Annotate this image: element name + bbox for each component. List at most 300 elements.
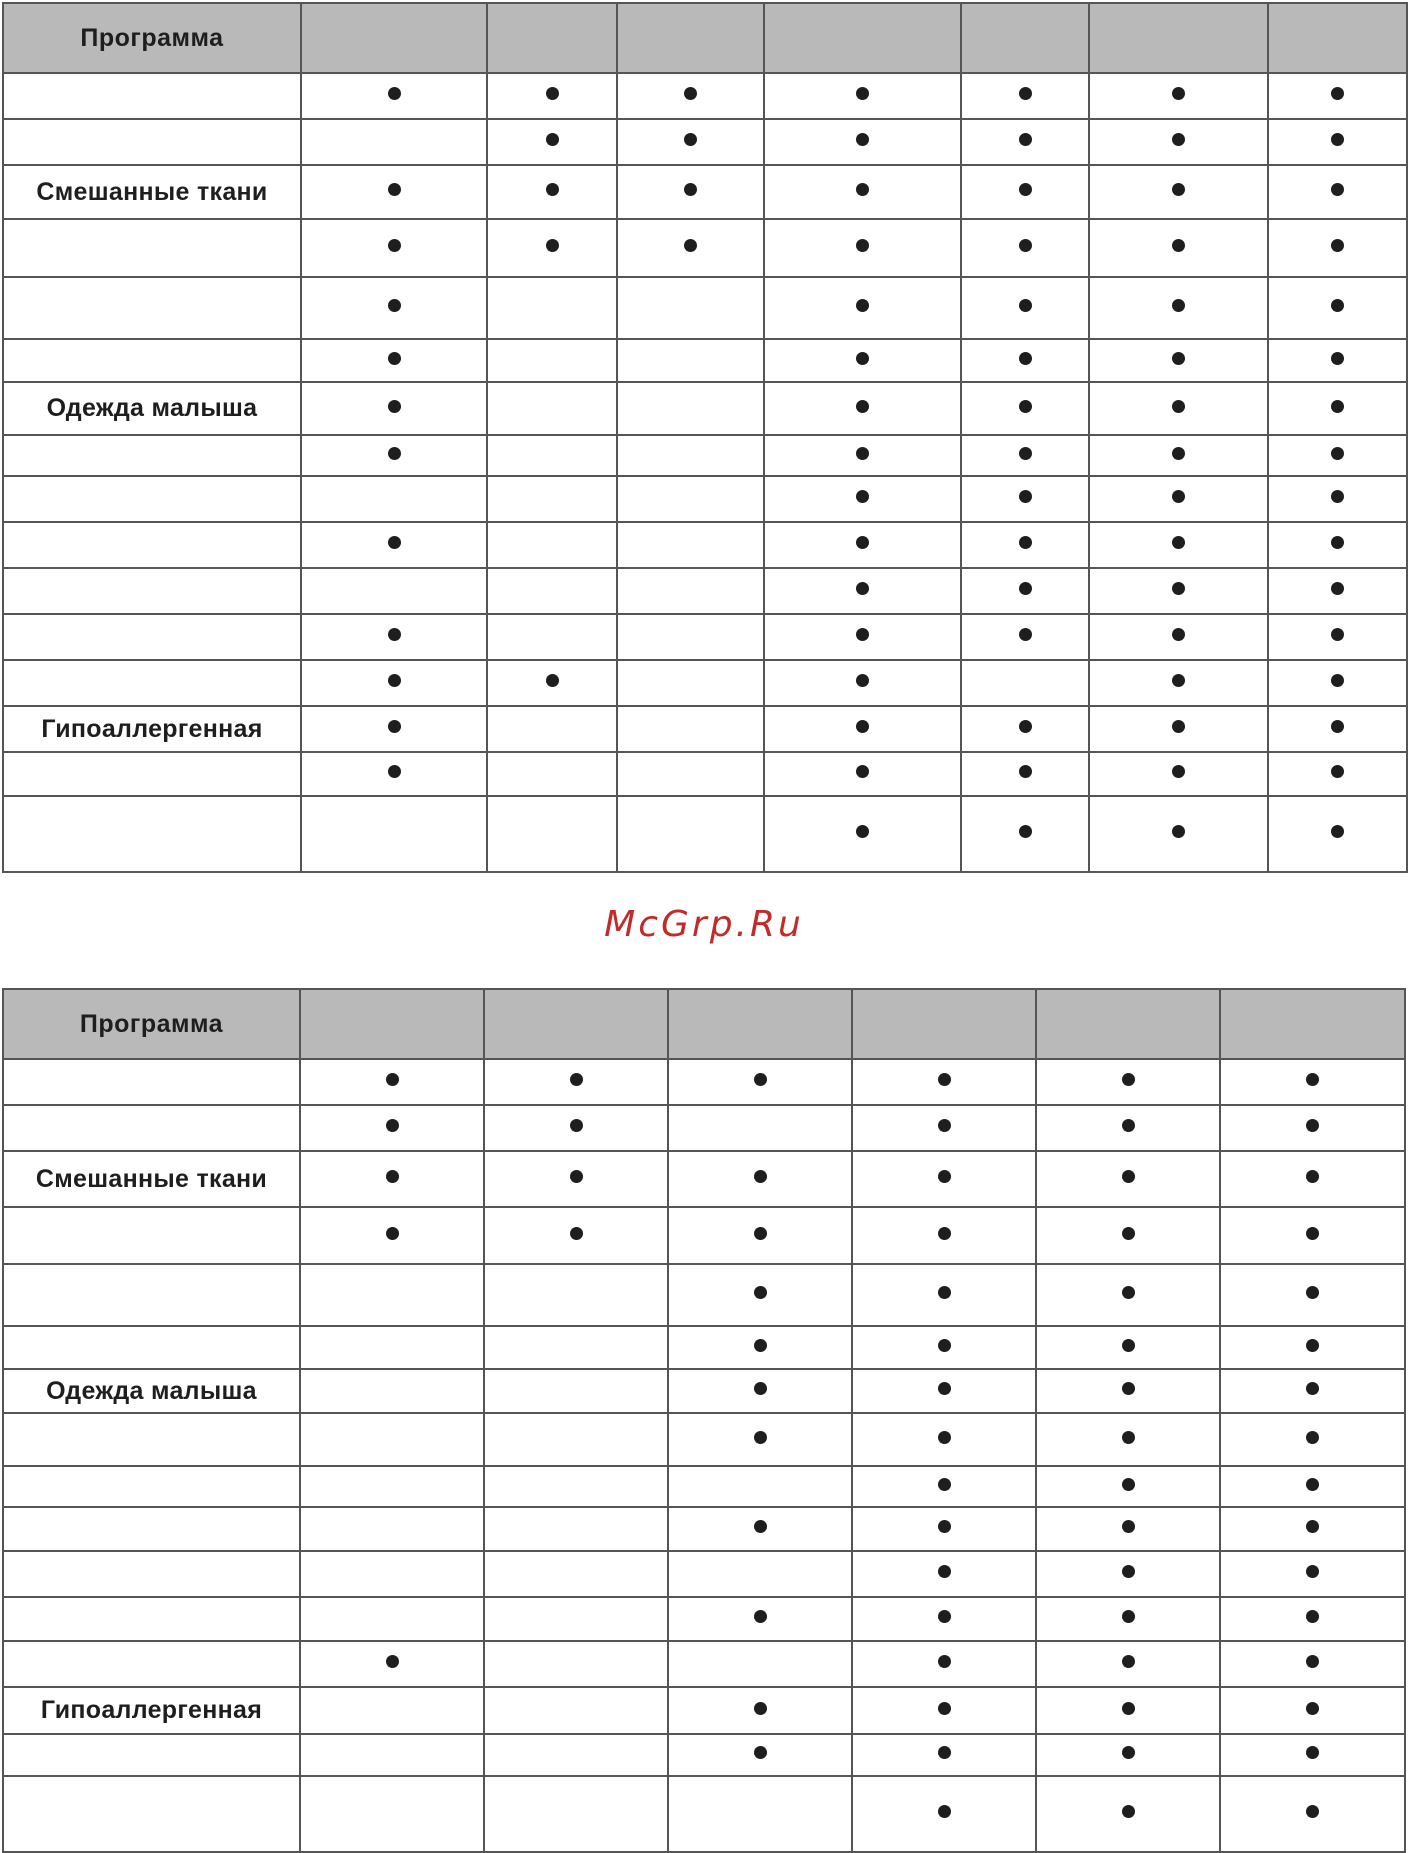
header-cell xyxy=(1036,989,1220,1059)
bullet-icon xyxy=(386,1170,399,1183)
program-name-cell xyxy=(3,1687,300,1734)
option-cell xyxy=(300,1641,484,1687)
program-header-label: Программа xyxy=(79,1009,224,1038)
bullet-icon xyxy=(754,1227,767,1240)
bullet-icon xyxy=(1172,239,1185,252)
bullet-icon xyxy=(938,1610,951,1623)
bullet-icon xyxy=(1122,1431,1135,1444)
bullet-icon xyxy=(1019,352,1032,365)
bullet-icon xyxy=(1306,1431,1319,1444)
table-row xyxy=(3,277,1407,339)
header-cell xyxy=(852,989,1036,1059)
option-cell xyxy=(852,1641,1036,1687)
option-cell xyxy=(1268,752,1407,796)
option-cell xyxy=(1036,1326,1220,1369)
option-cell xyxy=(961,568,1089,614)
bullet-icon xyxy=(1331,720,1344,733)
option-cell xyxy=(617,339,764,382)
option-cell xyxy=(487,339,617,382)
bullet-icon xyxy=(938,1073,951,1086)
program-name: Смешанные ткани xyxy=(35,1164,268,1193)
table-row xyxy=(3,1507,1405,1551)
bullet-icon xyxy=(754,1339,767,1352)
option-cell xyxy=(1036,1105,1220,1151)
bullet-icon xyxy=(1331,536,1344,549)
table-row xyxy=(3,706,1407,752)
bullet-icon xyxy=(684,239,697,252)
option-cell xyxy=(764,522,961,568)
bullet-icon xyxy=(1331,447,1344,460)
bullet-icon xyxy=(388,765,401,778)
program-name-cell xyxy=(3,796,301,872)
option-cell xyxy=(301,165,487,219)
bullet-icon xyxy=(938,1565,951,1578)
option-cell xyxy=(617,706,764,752)
option-cell xyxy=(617,382,764,435)
option-cell xyxy=(1268,476,1407,522)
option-cell xyxy=(668,1059,852,1105)
bullet-icon xyxy=(938,1431,951,1444)
option-cell xyxy=(487,277,617,339)
bullet-icon xyxy=(1122,1286,1135,1299)
table-row xyxy=(3,660,1407,706)
option-cell xyxy=(487,382,617,435)
option-cell xyxy=(487,73,617,119)
program-name: Гипоаллергенная xyxy=(41,714,263,743)
bullet-icon xyxy=(1172,720,1185,733)
bullet-icon xyxy=(938,1339,951,1352)
bullet-icon xyxy=(1172,536,1185,549)
bullet-icon xyxy=(1172,400,1185,413)
option-cell xyxy=(764,706,961,752)
option-cell xyxy=(668,1466,852,1507)
table-body xyxy=(3,73,1407,872)
option-cell xyxy=(852,1597,1036,1641)
option-cell xyxy=(1089,119,1268,165)
option-cell xyxy=(487,435,617,476)
bullet-icon xyxy=(1122,1520,1135,1533)
bullet-icon xyxy=(1331,674,1344,687)
option-cell xyxy=(617,219,764,277)
bullet-icon xyxy=(1019,582,1032,595)
bullet-icon xyxy=(1019,299,1032,312)
program-name-cell xyxy=(3,73,301,119)
option-cell xyxy=(1036,1551,1220,1597)
bullet-icon xyxy=(684,87,697,100)
bullet-icon xyxy=(1122,1170,1135,1183)
option-cell xyxy=(484,1641,668,1687)
bullet-icon xyxy=(1331,239,1344,252)
bullet-icon xyxy=(1172,133,1185,146)
bullet-icon xyxy=(856,490,869,503)
bullet-icon xyxy=(388,447,401,460)
option-cell xyxy=(300,1551,484,1597)
option-cell xyxy=(1268,277,1407,339)
bullet-icon xyxy=(1019,536,1032,549)
bullet-icon xyxy=(856,765,869,778)
option-cell xyxy=(1089,277,1268,339)
option-cell xyxy=(1089,382,1268,435)
header-cell xyxy=(484,989,668,1059)
option-cell xyxy=(961,73,1089,119)
option-cell xyxy=(764,277,961,339)
bullet-icon xyxy=(856,352,869,365)
option-cell xyxy=(764,568,961,614)
option-cell xyxy=(668,1207,852,1264)
option-cell xyxy=(1268,119,1407,165)
bullet-icon xyxy=(856,183,869,196)
table-row xyxy=(3,1641,1405,1687)
program-name: Гипоаллергенная xyxy=(40,1696,263,1724)
bullet-icon xyxy=(388,674,401,687)
bullet-icon xyxy=(1122,1565,1135,1578)
option-cell xyxy=(1036,1776,1220,1852)
option-cell xyxy=(961,706,1089,752)
bullet-icon xyxy=(1172,87,1185,100)
bullet-icon xyxy=(388,400,401,413)
option-cell xyxy=(484,1413,668,1466)
option-cell xyxy=(300,1369,484,1413)
option-cell xyxy=(1268,165,1407,219)
option-cell xyxy=(1268,339,1407,382)
option-cell xyxy=(1089,752,1268,796)
option-cell xyxy=(668,1326,852,1369)
header-cell xyxy=(1220,989,1405,1059)
table-row xyxy=(3,796,1407,872)
bullet-icon xyxy=(386,1073,399,1086)
bullet-icon xyxy=(856,536,869,549)
bullet-icon xyxy=(754,1170,767,1183)
option-cell xyxy=(961,752,1089,796)
option-cell xyxy=(1220,1641,1405,1687)
table-row xyxy=(3,1734,1405,1776)
bullet-icon xyxy=(754,1073,767,1086)
table-row xyxy=(3,1059,1405,1105)
bullet-icon xyxy=(754,1520,767,1533)
option-cell xyxy=(961,522,1089,568)
bullet-icon xyxy=(856,299,869,312)
bullet-icon xyxy=(386,1119,399,1132)
table-row xyxy=(3,1413,1405,1466)
table-row xyxy=(3,1597,1405,1641)
program-name-cell xyxy=(3,1507,300,1551)
bullet-icon xyxy=(1306,1073,1319,1086)
option-cell xyxy=(301,796,487,872)
option-cell xyxy=(300,1597,484,1641)
option-cell xyxy=(1036,1369,1220,1413)
header-cell xyxy=(961,3,1089,73)
program-name-cell xyxy=(3,706,301,752)
option-cell xyxy=(764,796,961,872)
bullet-icon xyxy=(388,239,401,252)
bullet-icon xyxy=(1122,1382,1135,1395)
option-cell xyxy=(301,339,487,382)
option-cell xyxy=(484,1466,668,1507)
option-cell xyxy=(1089,73,1268,119)
bullet-icon xyxy=(754,1610,767,1623)
option-cell xyxy=(1220,1734,1405,1776)
bullet-icon xyxy=(938,1170,951,1183)
table-row xyxy=(3,568,1407,614)
option-cell xyxy=(300,1687,484,1734)
program-name-cell xyxy=(3,1059,300,1105)
bullet-icon xyxy=(1331,825,1344,838)
bullet-icon xyxy=(1122,1702,1135,1715)
option-cell xyxy=(301,382,487,435)
option-cell xyxy=(961,219,1089,277)
option-cell xyxy=(617,435,764,476)
option-cell xyxy=(764,660,961,706)
option-cell xyxy=(1268,614,1407,660)
option-cell xyxy=(852,1369,1036,1413)
table-row xyxy=(3,522,1407,568)
option-cell xyxy=(852,1687,1036,1734)
option-cell xyxy=(1089,522,1268,568)
option-cell xyxy=(1220,1059,1405,1105)
option-cell xyxy=(1036,1597,1220,1641)
option-cell xyxy=(300,1207,484,1264)
program-name-cell xyxy=(3,1734,300,1776)
bullet-icon xyxy=(1172,674,1185,687)
program-header-cell xyxy=(3,989,300,1059)
bullet-icon xyxy=(1122,1478,1135,1491)
bullet-icon xyxy=(1331,490,1344,503)
bullet-icon xyxy=(546,183,559,196)
program-name-cell xyxy=(3,119,301,165)
option-cell xyxy=(301,660,487,706)
option-cell xyxy=(484,1369,668,1413)
option-cell xyxy=(1036,1264,1220,1326)
option-cell xyxy=(1036,1466,1220,1507)
option-cell xyxy=(764,614,961,660)
option-cell xyxy=(1220,1207,1405,1264)
option-cell xyxy=(852,1059,1036,1105)
bullet-icon xyxy=(546,133,559,146)
program-name-cell xyxy=(3,165,301,219)
option-cell xyxy=(487,476,617,522)
option-cell xyxy=(301,435,487,476)
program-table-1 xyxy=(2,2,1408,873)
header-cell xyxy=(487,3,617,73)
bullet-icon xyxy=(1019,87,1032,100)
program-name-cell xyxy=(3,382,301,435)
bullet-icon xyxy=(1172,299,1185,312)
program-name: Смешанные ткани xyxy=(36,177,268,206)
bullet-icon xyxy=(388,720,401,733)
option-cell xyxy=(1220,1687,1405,1734)
option-cell xyxy=(1220,1413,1405,1466)
option-cell xyxy=(668,1687,852,1734)
option-cell xyxy=(764,752,961,796)
bullet-icon xyxy=(1331,628,1344,641)
option-cell xyxy=(852,1264,1036,1326)
table-row xyxy=(3,1326,1405,1369)
option-cell xyxy=(1268,73,1407,119)
option-cell xyxy=(484,1326,668,1369)
option-cell xyxy=(1089,339,1268,382)
option-cell xyxy=(1089,219,1268,277)
option-cell xyxy=(487,522,617,568)
program-name-cell xyxy=(3,277,301,339)
bullet-icon xyxy=(938,1119,951,1132)
bullet-icon xyxy=(570,1119,583,1132)
bullet-icon xyxy=(1122,1119,1135,1132)
table-row xyxy=(3,1776,1405,1852)
option-cell xyxy=(852,1326,1036,1369)
program-name-cell xyxy=(3,1207,300,1264)
option-cell xyxy=(300,1413,484,1466)
bullet-icon xyxy=(938,1655,951,1668)
table-row xyxy=(3,1207,1405,1264)
program-name-cell xyxy=(3,1413,300,1466)
option-cell xyxy=(852,1413,1036,1466)
bullet-icon xyxy=(1306,1520,1319,1533)
bullet-icon xyxy=(856,239,869,252)
option-cell xyxy=(961,435,1089,476)
option-cell xyxy=(301,277,487,339)
option-cell xyxy=(764,119,961,165)
option-cell xyxy=(1089,614,1268,660)
header-cell xyxy=(764,3,961,73)
option-cell xyxy=(852,1151,1036,1207)
bullet-icon xyxy=(754,1382,767,1395)
program-name-cell xyxy=(3,476,301,522)
bullet-icon xyxy=(938,1746,951,1759)
option-cell xyxy=(1036,1207,1220,1264)
bullet-icon xyxy=(388,352,401,365)
bullet-icon xyxy=(1306,1805,1319,1818)
bullet-icon xyxy=(856,628,869,641)
bullet-icon xyxy=(938,1227,951,1240)
option-cell xyxy=(668,1507,852,1551)
program-name-cell xyxy=(3,568,301,614)
option-cell xyxy=(484,1105,668,1151)
option-cell xyxy=(764,165,961,219)
bullet-icon xyxy=(1122,1805,1135,1818)
bullet-icon xyxy=(570,1170,583,1183)
bullet-icon xyxy=(754,1431,767,1444)
option-cell xyxy=(1036,1507,1220,1551)
program-name-cell xyxy=(3,1551,300,1597)
header-row xyxy=(3,3,1407,73)
bullet-icon xyxy=(546,239,559,252)
table-row xyxy=(3,339,1407,382)
bullet-icon xyxy=(386,1227,399,1240)
bullet-icon xyxy=(856,447,869,460)
option-cell xyxy=(301,119,487,165)
option-cell xyxy=(1089,476,1268,522)
option-cell xyxy=(1268,660,1407,706)
table-row xyxy=(3,435,1407,476)
bullet-icon xyxy=(1331,299,1344,312)
option-cell xyxy=(617,568,764,614)
bullet-icon xyxy=(1172,490,1185,503)
option-cell xyxy=(1268,706,1407,752)
option-cell xyxy=(487,796,617,872)
table-row xyxy=(3,476,1407,522)
bullet-icon xyxy=(856,674,869,687)
option-cell xyxy=(301,522,487,568)
option-cell xyxy=(852,1507,1036,1551)
option-cell xyxy=(484,1776,668,1852)
bullet-icon xyxy=(1019,825,1032,838)
bullet-icon xyxy=(856,720,869,733)
table-body xyxy=(3,1059,1405,1852)
option-cell xyxy=(300,1059,484,1105)
option-cell xyxy=(764,339,961,382)
bullet-icon xyxy=(938,1805,951,1818)
bullet-icon xyxy=(388,628,401,641)
option-cell xyxy=(1036,1641,1220,1687)
option-cell xyxy=(617,614,764,660)
bullet-icon xyxy=(1019,400,1032,413)
program-name-cell xyxy=(3,435,301,476)
bullet-icon xyxy=(1331,183,1344,196)
option-cell xyxy=(764,73,961,119)
option-cell xyxy=(668,1551,852,1597)
option-cell xyxy=(1220,1776,1405,1852)
option-cell xyxy=(484,1551,668,1597)
bullet-icon xyxy=(938,1382,951,1395)
option-cell xyxy=(852,1776,1036,1852)
option-cell xyxy=(487,219,617,277)
bullet-icon xyxy=(386,1655,399,1668)
program-name-cell xyxy=(3,219,301,277)
bullet-icon xyxy=(1122,1655,1135,1668)
program-name: Одежда малыша xyxy=(46,1376,257,1405)
program-name-cell xyxy=(3,1326,300,1369)
program-name-cell xyxy=(3,1105,300,1151)
option-cell xyxy=(1089,435,1268,476)
bullet-icon xyxy=(1331,352,1344,365)
program-name-cell xyxy=(3,1466,300,1507)
option-cell xyxy=(300,1264,484,1326)
bullet-icon xyxy=(1172,447,1185,460)
option-cell xyxy=(961,119,1089,165)
header-cell xyxy=(301,3,487,73)
bullet-icon xyxy=(1019,447,1032,460)
option-cell xyxy=(1220,1507,1405,1551)
bullet-icon xyxy=(1019,765,1032,778)
program-name-cell xyxy=(3,1597,300,1641)
bullet-icon xyxy=(1172,183,1185,196)
option-cell xyxy=(300,1105,484,1151)
option-cell xyxy=(1268,382,1407,435)
option-cell xyxy=(961,382,1089,435)
option-cell xyxy=(1220,1151,1405,1207)
option-cell xyxy=(301,219,487,277)
option-cell xyxy=(668,1264,852,1326)
bullet-icon xyxy=(1019,133,1032,146)
bullet-icon xyxy=(1306,1702,1319,1715)
bullet-icon xyxy=(1306,1565,1319,1578)
table-row xyxy=(3,614,1407,660)
option-cell xyxy=(668,1151,852,1207)
option-cell xyxy=(1220,1597,1405,1641)
bullet-icon xyxy=(1306,1746,1319,1759)
bullet-icon xyxy=(1122,1746,1135,1759)
option-cell xyxy=(300,1734,484,1776)
option-cell xyxy=(1089,660,1268,706)
option-cell xyxy=(487,165,617,219)
bullet-icon xyxy=(856,400,869,413)
bullet-icon xyxy=(684,183,697,196)
option-cell xyxy=(487,660,617,706)
option-cell xyxy=(668,1597,852,1641)
bullet-icon xyxy=(1306,1610,1319,1623)
program-name-cell xyxy=(3,1369,300,1413)
header-cell xyxy=(1268,3,1407,73)
